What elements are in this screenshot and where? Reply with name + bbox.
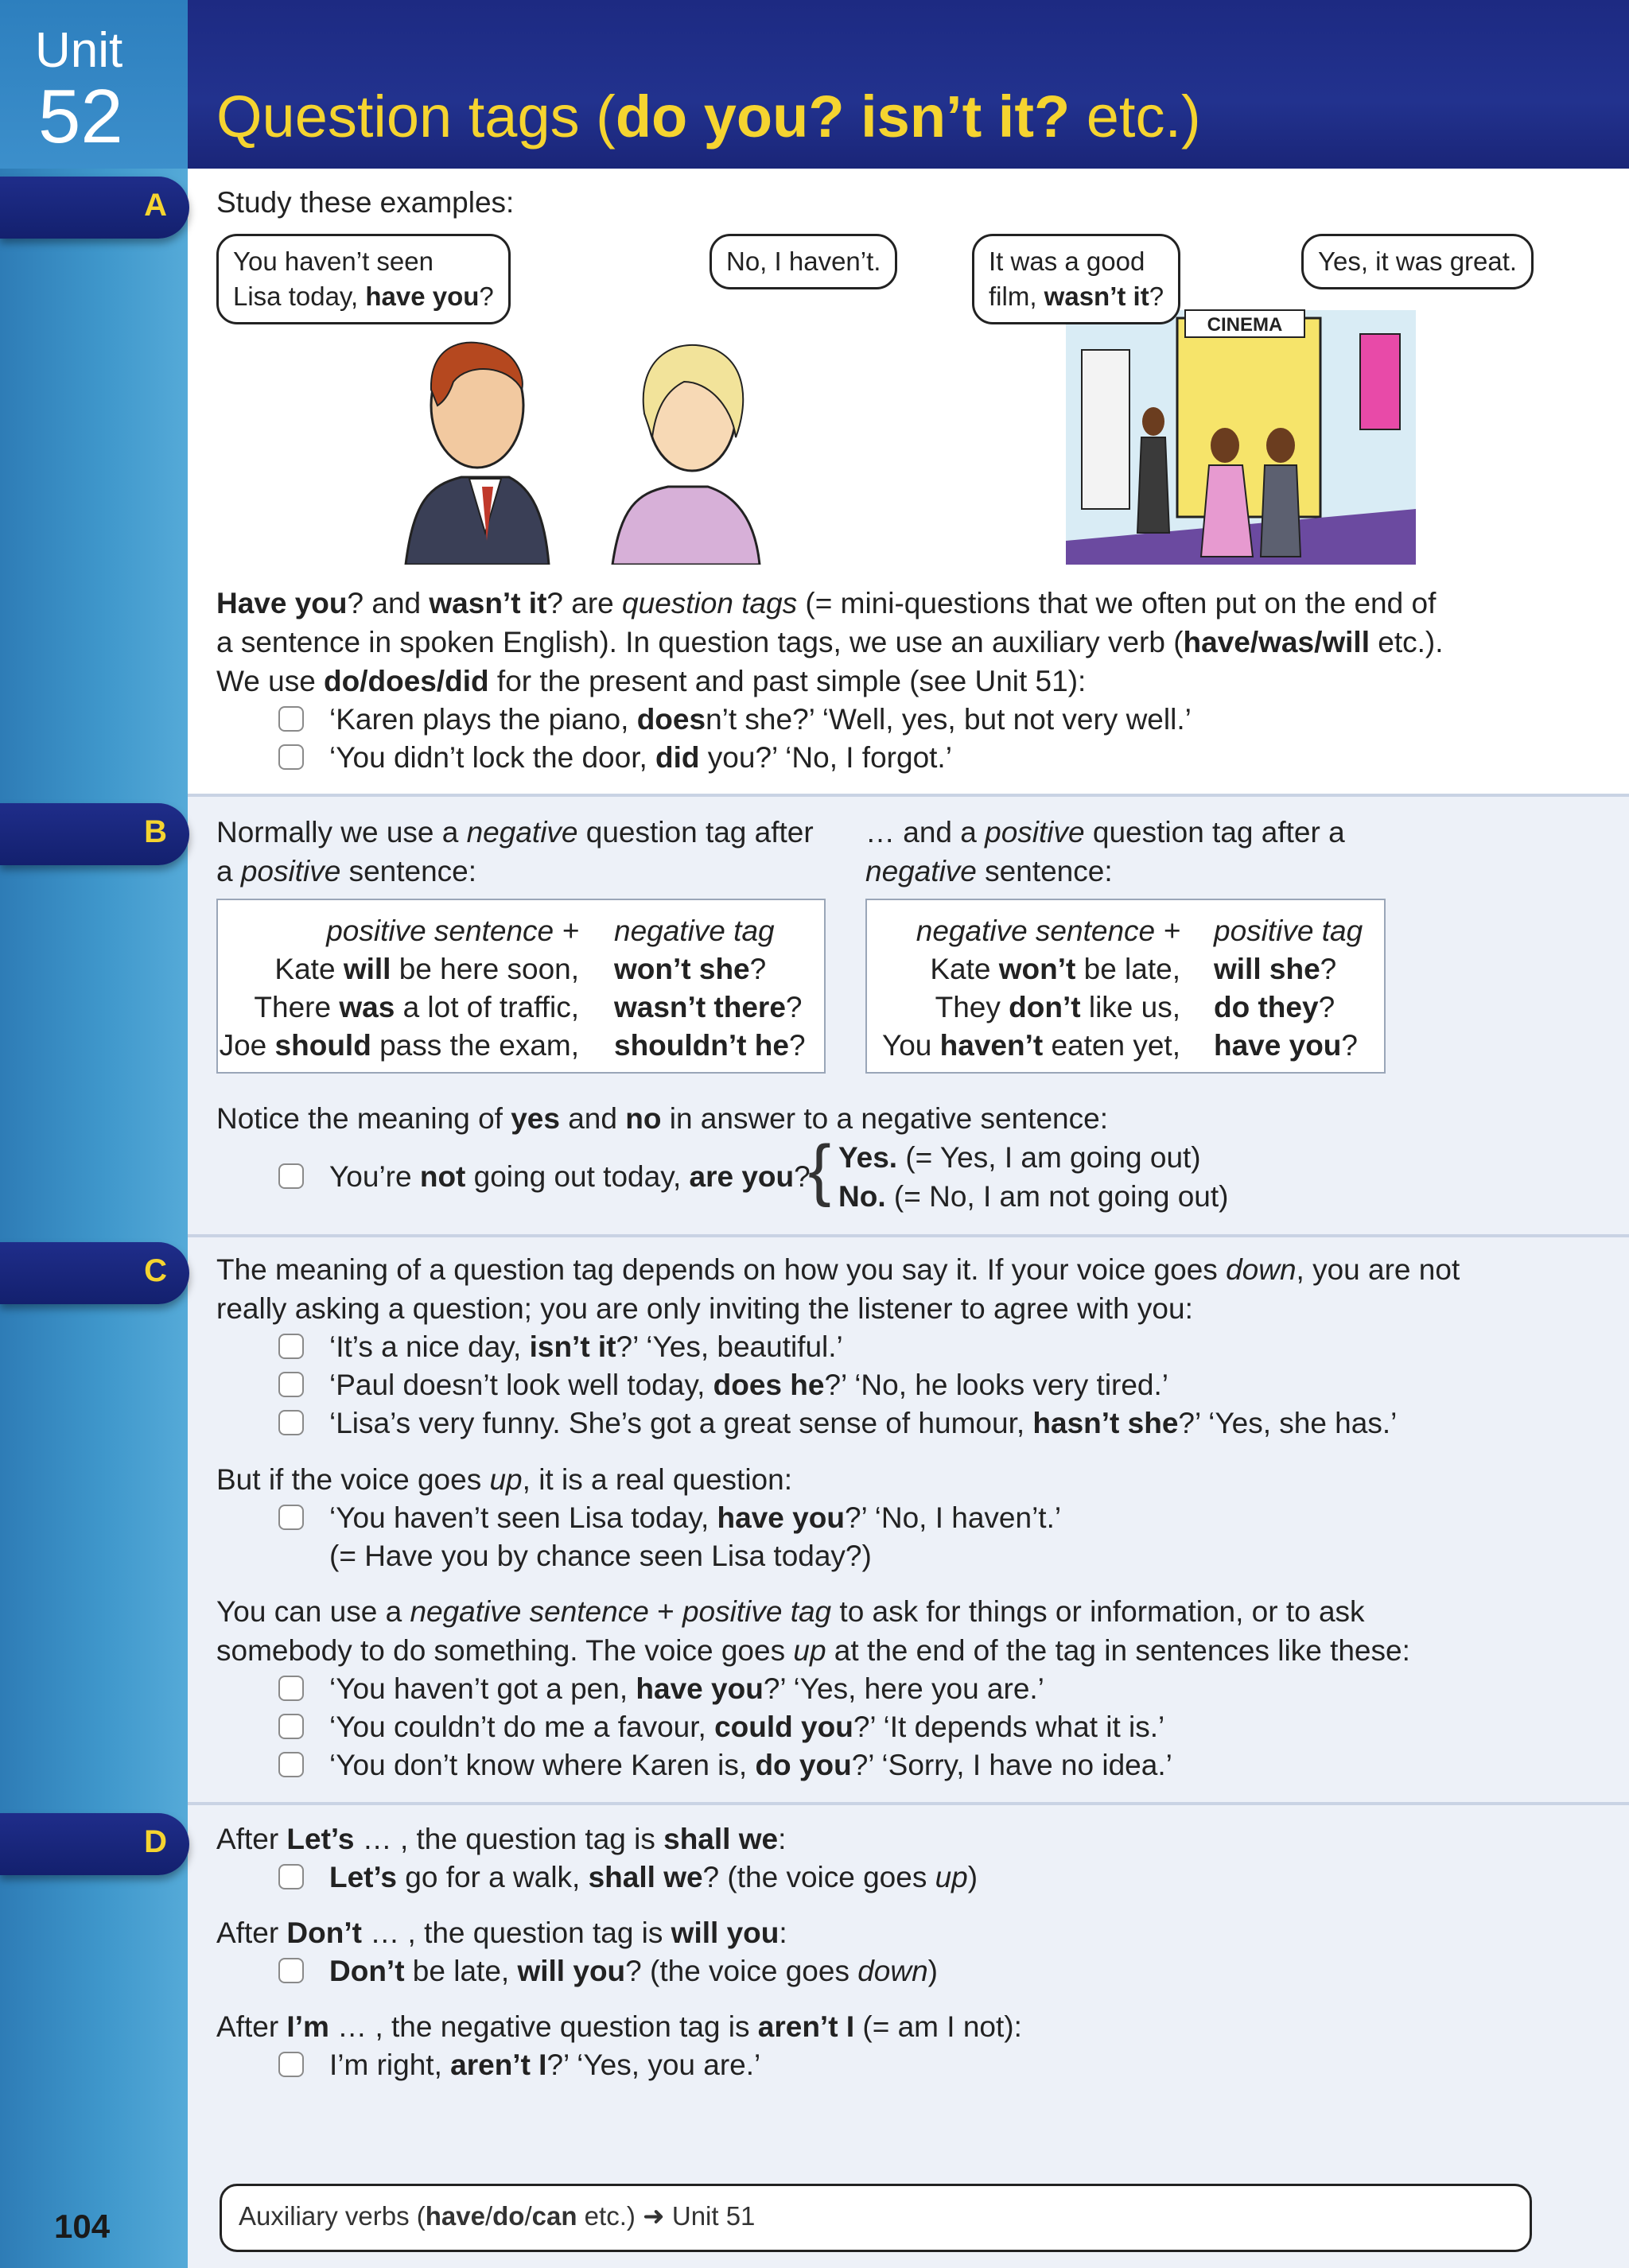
section-c-example-7: ‘You don’t know where Karen is, do you?’ ‘Sorry, I have no idea.’ <box>329 1749 1172 1781</box>
section-tab-c: C <box>0 1242 189 1304</box>
table-header-tag: negative tag <box>614 915 775 947</box>
section-c-para-5: somebody to do something. The voice goes up at the end of the tag in sentences like these: <box>216 1634 1410 1667</box>
section-b-notice: Notice the meaning of yes and no in answer to a negative sentence: <box>216 1102 1108 1135</box>
cinema-illustration <box>1066 302 1416 565</box>
section-d-para-3: After I’m … , the negative question tag is aren’t I (= am I not): <box>216 2010 1022 2043</box>
table-row-sentence: Kate won’t be late, <box>930 953 1180 985</box>
example-checkbox[interactable] <box>278 1505 304 1530</box>
section-a-example-1: ‘Karen plays the piano, doesn’t she?’ ‘Well, yes, but not very well.’ <box>329 703 1192 736</box>
example-checkbox[interactable] <box>278 1958 304 1983</box>
section-c-para-2: really asking a question; you are only inviting the listener to agree with you: <box>216 1292 1193 1325</box>
table-row-sentence: You haven’t eaten yet, <box>881 1029 1180 1062</box>
example-checkbox[interactable] <box>278 1864 304 1889</box>
table-row-tag: will she? <box>1214 953 1337 985</box>
unit-number: 52 <box>38 74 123 159</box>
speech-bubble-woman: No, I haven’t. <box>710 234 897 289</box>
section-b-right-intro-2: negative sentence: <box>865 855 1113 887</box>
section-c-example-6: ‘You couldn’t do me a favour, could you?’ ‘It depends what it is.’ <box>329 1711 1165 1743</box>
section-d-example-2: Don’t be late, will you? (the voice goes down) <box>329 1955 938 1987</box>
cinema-sign: CINEMA <box>1207 314 1283 336</box>
table-row-tag: have you? <box>1214 1029 1358 1062</box>
table-row-tag: won’t she? <box>614 953 767 985</box>
section-d-example-3: I’m right, aren’t I?’ ‘Yes, you are.’ <box>329 2049 761 2081</box>
section-b-example: You’re not going out today, are you? <box>329 1160 811 1193</box>
section-c-example-2: ‘Paul doesn’t look well today, does he?’ ‘No, he looks very tired.’ <box>329 1369 1169 1401</box>
section-b-right-intro-1: … and a positive question tag after a <box>865 816 1345 849</box>
example-checkbox[interactable] <box>278 1752 304 1777</box>
curly-brace: { <box>808 1132 831 1208</box>
section-d-example-1: Let’s go for a walk, shall we? (the voice goes up) <box>329 1861 978 1893</box>
speech-bubble-cinema-woman: Yes, it was great. <box>1301 234 1534 289</box>
section-b-left-intro-2: a positive sentence: <box>216 855 477 887</box>
table-row-tag: do they? <box>1214 991 1335 1023</box>
example-checkbox[interactable] <box>278 1372 304 1397</box>
section-c-example-5: ‘You haven’t got a pen, have you?’ ‘Yes, here you are.’ <box>329 1672 1044 1705</box>
page-title: Question tags (do you? isn’t it? etc.) <box>216 83 1201 150</box>
cross-reference-link[interactable]: Auxiliary verbs (have/do/can etc.) ➜ Unit 51 <box>239 2201 756 2231</box>
section-tab-b: B <box>0 803 189 865</box>
table-row-sentence: Kate will be here soon, <box>274 953 579 985</box>
section-a-example-2: ‘You didn’t lock the door, did you?’ ‘No, I forgot.’ <box>329 741 952 774</box>
section-c-para-3: But if the voice goes up, it is a real question: <box>216 1463 792 1496</box>
section-a-para-1: Have you? and wasn’t it? are question tags (= mini-questions that we often put on the end of <box>216 587 1437 619</box>
section-d-para-2: After Don’t … , the question tag is will you: <box>216 1917 787 1949</box>
section-c-para-1: The meaning of a question tag depends on how you say it. If your voice goes down, you are not <box>216 1253 1460 1286</box>
answer-no: No. (= No, I am not going out) <box>838 1180 1229 1213</box>
arrow-right-icon: ➜ <box>643 2201 665 2231</box>
table-row-sentence: They don’t like us, <box>935 991 1180 1023</box>
answer-yes: Yes. (= Yes, I am going out) <box>838 1141 1201 1174</box>
section-tab-d: D <box>0 1813 189 1875</box>
section-b-left-intro-1: Normally we use a negative question tag after <box>216 816 814 849</box>
example-checkbox[interactable] <box>278 744 304 770</box>
table-header-sentence: positive sentence + <box>326 915 579 947</box>
table-row-tag: shouldn’t he? <box>614 1029 806 1062</box>
table-row-sentence: There was a lot of traffic, <box>254 991 579 1023</box>
section-c-example-3: ‘Lisa’s very funny. She’s got a great sense of humour, hasn’t she?’ ‘Yes, she has.’ <box>329 1407 1398 1439</box>
sidebar-strip <box>0 0 188 2268</box>
section-c-para-4: You can use a negative sentence + positive tag to ask for things or information, or to ask <box>216 1595 1365 1628</box>
people-talking-illustration <box>374 302 819 565</box>
table-row-sentence: Joe should pass the exam, <box>219 1029 579 1062</box>
table-header-sentence: negative sentence + <box>916 915 1180 947</box>
section-tab-a: A <box>0 177 189 239</box>
section-d-para-1: After Let’s … , the question tag is shall we: <box>216 1823 787 1855</box>
example-checkbox[interactable] <box>278 1714 304 1739</box>
example-checkbox[interactable] <box>278 1334 304 1359</box>
section-a-para-2: a sentence in spoken English). In question tags, we use an auxiliary verb (have/was/will etc.). <box>216 626 1444 658</box>
example-checkbox[interactable] <box>278 1676 304 1701</box>
unit-label: Unit <box>35 23 123 78</box>
example-checkbox[interactable] <box>278 1410 304 1435</box>
section-c-example-4: ‘You haven’t seen Lisa today, have you?’ ‘No, I haven’t.’ <box>329 1501 1062 1534</box>
example-checkbox[interactable] <box>278 706 304 732</box>
section-c-example-4-note: (= Have you by chance seen Lisa today?) <box>329 1540 872 1572</box>
speech-bubble-cinema-man: It was a good film, wasn’t it? <box>972 234 1180 324</box>
speech-bubble-man: You haven’t seen Lisa today, have you? <box>216 234 511 324</box>
section-a-para-3: We use do/does/did for the present and past simple (see Unit 51): <box>216 665 1087 697</box>
section-a-intro: Study these examples: <box>216 186 515 219</box>
table-row-tag: wasn’t there? <box>614 991 803 1023</box>
page-number: 104 <box>54 2208 111 2245</box>
example-checkbox[interactable] <box>278 1163 304 1189</box>
example-checkbox[interactable] <box>278 2052 304 2077</box>
table-header-tag: positive tag <box>1214 915 1363 947</box>
section-c-example-1: ‘It’s a nice day, isn’t it?’ ‘Yes, beautiful.’ <box>329 1330 843 1363</box>
